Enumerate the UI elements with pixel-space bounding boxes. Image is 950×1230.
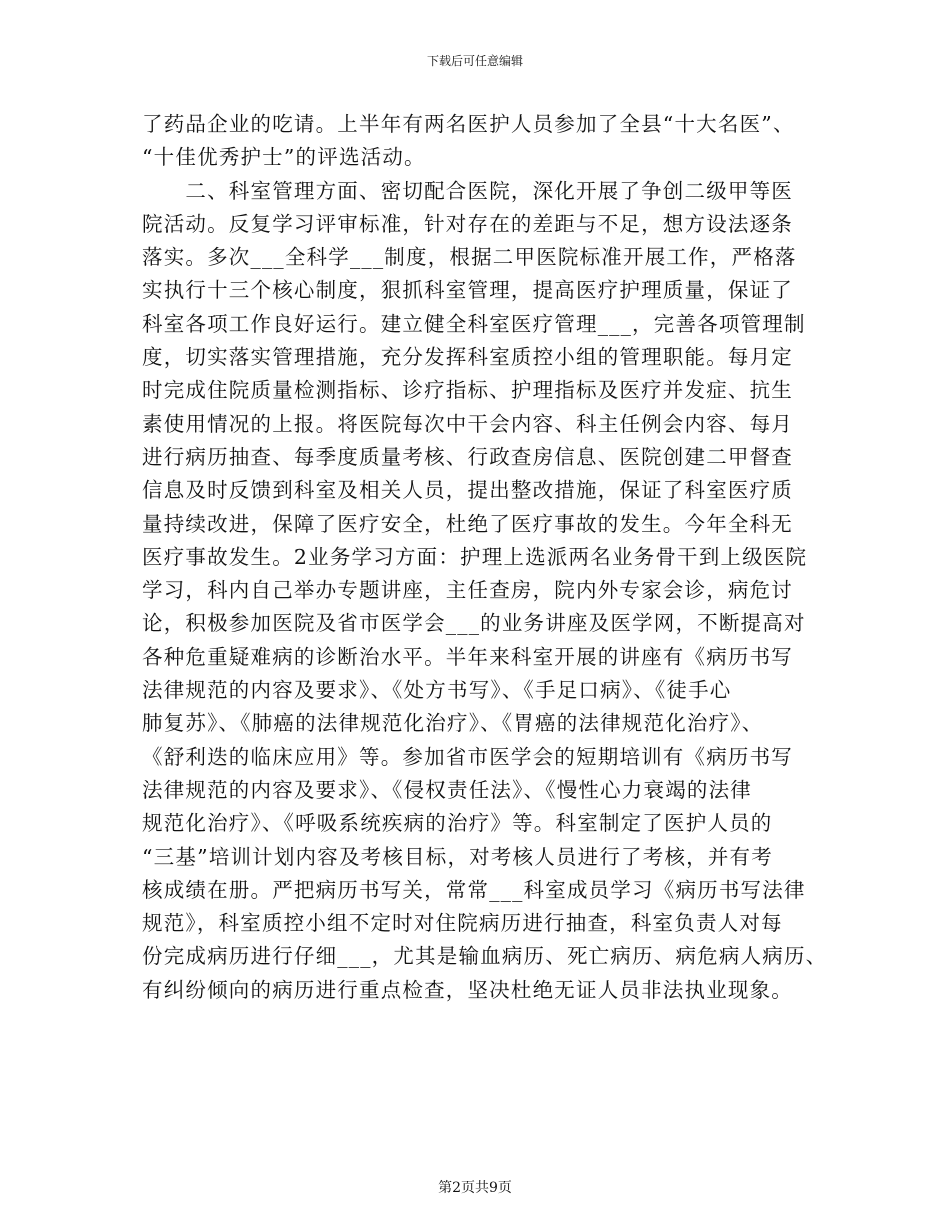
body-line: 规范》，科室质控小组不定时对住院病历进行抽查，科室负责人对每 (142, 911, 783, 936)
body-line: 了药品企业的吃请。上半年有两名医护人员参加了全县“十大名医”、 (142, 112, 795, 136)
body-line: “十佳优秀护士”的评选活动。 (142, 145, 426, 170)
body-line: 院活动。反复学习评审标准，针对存在的差距与不足，想方设法逐条 (142, 211, 793, 236)
body-line: 度，切实落实管理措施，充分发挥科室质控小组的管理职能。每月定 (142, 345, 793, 370)
body-line: 论，积极参加医院及省市医学会___的业务讲座及医学网，不断提高对 (142, 611, 806, 636)
body-line: 法律规范的内容及要求》、《处方书写》、《手足口病》、《徒手心 (142, 678, 732, 703)
body-line: 时完成住院质量检测指标、诊疗指标、护理指标及医疗并发症、抗生 (142, 378, 793, 403)
body-line: 份完成病历进行仔细___，尤其是输血病历、死亡病历、病危病人病历、 (142, 944, 828, 969)
body-line: 规范化治疗》、《呼吸系统疾病的治疗》等。科室制定了医护人员的 (142, 811, 773, 836)
body-line: 信息及时反馈到科室及相关人员，提出整改措施，保证了科室医疗质 (142, 478, 793, 503)
body-line: 有纠纷倾向的病历进行重点检查，坚决杜绝无证人员非法执业现象。 (142, 977, 793, 1002)
body-line: 落实。多次___全科学___制度，根据二甲医院标准开展工作，严格落 (142, 245, 797, 270)
body-line: “三基”培训计划内容及考核目标，对考核人员进行了考核，并有考 (142, 844, 773, 869)
body-line: 肺复苏》、《肺癌的法律规范化治疗》、《胃癌的法律规范化治疗》、 (142, 711, 764, 736)
body-line: 医疗事故发生。2业务学习方面：护理上选派两名业务骨干到上级医院 (142, 544, 808, 569)
body-line: 法律规范的内容及要求》、《侵权责任法》、《慢性心力衰竭的法律 (142, 777, 752, 802)
body-line: 各种危重疑难病的诊断治水平。半年来科室开展的讲座有《病历书写 (142, 644, 793, 669)
page-header-note: 下载后可任意编辑 (426, 54, 523, 68)
body-line: 学习，科内自己举办专题讲座，主任查房，院内外专家会诊，病危讨 (142, 578, 793, 603)
body-line: 素使用情况的上报。将医院每次中干会内容、科主任例会内容、每月 (142, 411, 793, 436)
document-body (142, 108, 828, 1007)
body-line: 实执行十三个核心制度，狠抓科室管理，提高医疗护理质量，保证了 (142, 278, 793, 303)
body-line: 核成绩在册。严把病历书写关，常常___科室成员学习《病历书写法律 (142, 877, 806, 902)
body-line: 量持续改进，保障了医疗安全，杜绝了医疗事故的发生。今年全科无 (142, 511, 793, 536)
page-footer-number: 第2页共9页 (438, 1180, 512, 1196)
body-line: 《舒利迭的临床应用》等。参加省市医学会的短期培训有《病历书写 (142, 744, 793, 769)
body-line: 进行病历抽查、每季度质量考核、行政查房信息、医院创建二甲督查 (142, 444, 793, 469)
body-line: 科室各项工作良好运行。建立健全科室医疗管理___，完善各项管理制 (142, 311, 806, 336)
body-line: 二、科室管理方面、密切配合医院，深化开展了争创二级甲等医 (142, 178, 793, 203)
